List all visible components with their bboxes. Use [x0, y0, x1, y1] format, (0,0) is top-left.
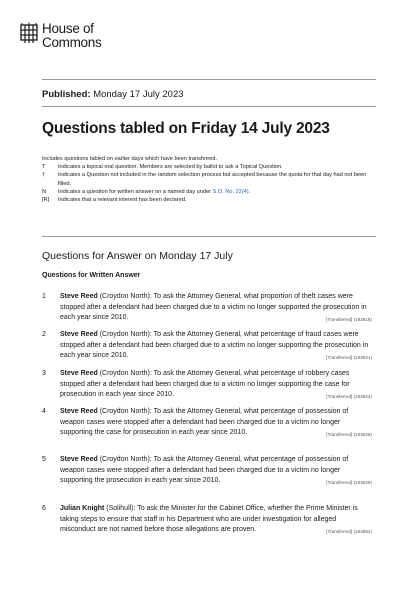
question-text: To ask the Attorney General, what percentage of possession of weapon cases were stopped after a defendant had been charged due to a victim no longer supporting the prosecution in each year since 2010.: [60, 456, 349, 485]
note-marker: T: [42, 164, 46, 171]
question-number: 2: [42, 331, 46, 338]
note-marker: N: [42, 188, 47, 195]
member-constituency: (Croydon North):: [97, 293, 154, 300]
question-reference: [Transferred] (193618): [326, 317, 372, 323]
question-reference: [Transferred] (193892): [326, 529, 372, 535]
member-name: Steve Reed: [60, 370, 98, 377]
note-marker: [R]: [42, 197, 50, 204]
note-item: [42, 188, 372, 196]
logo-line-1: House of: [42, 21, 94, 36]
portcullis-icon: [20, 22, 38, 44]
section-title: Questions for Answer on Monday 17 July: [42, 250, 233, 262]
question-number: 1: [42, 293, 46, 300]
question-number: 5: [42, 456, 46, 463]
published-divider: [42, 106, 376, 107]
logo-wordmark: [42, 22, 101, 50]
member-constituency: (Solihull):: [104, 505, 138, 512]
page-title: Questions tabled on Friday 14 July 2023: [42, 120, 330, 137]
notes-block: [42, 155, 372, 204]
question-text: To ask the Attorney General, what percentage of fraud cases were stopped after a defendant had been charged due to a victim no longer supporting the prosecution in each year since 2010.: [60, 331, 369, 360]
published-line: [42, 89, 184, 100]
member-name: Steve Reed: [60, 331, 98, 338]
question-reference: [Transferred] (193624): [326, 394, 372, 400]
member-constituency: (Croydon North):: [97, 331, 154, 338]
section-subtitle: Questions for Written Answer: [42, 272, 141, 279]
note-text: Indicates a topical oral question. Members are selected by ballot to ask a Topical Question.: [58, 164, 283, 171]
question-item: [42, 504, 372, 538]
member-constituency: (Croydon North):: [97, 370, 154, 377]
question-text: To ask the Minister for the Cabinet Office, whether the Prime Minister is taking steps to ensure that staff in his Department who are under investigation for alleged misconduct are not named before those allegations are proven.: [60, 505, 358, 534]
question-reference: [Transferred] (193626): [326, 432, 372, 438]
question-number: 3: [42, 370, 46, 377]
note-item: [42, 196, 372, 204]
question-reference: [Transferred] (193629): [326, 480, 372, 486]
published-date: Monday 17 July 2023: [93, 89, 184, 100]
member-constituency: (Croydon North):: [97, 408, 154, 415]
note-item: [42, 163, 372, 171]
question-text: To ask the Attorney General, what percentage of possession of weapon cases were stopped after a defendant had been charged due to a victim no longer supporting the case for prosecution in each year since 2010.: [60, 408, 349, 437]
question-reference: [Transferred] (193621): [326, 355, 372, 361]
question-item: [42, 407, 372, 441]
note-item: [42, 171, 372, 187]
note-text: Indicates a question for written answer on a named day under: [58, 188, 213, 195]
question-number: 6: [42, 505, 46, 512]
question-item: [42, 455, 372, 489]
question-text: To ask the Attorney General, what proportion of theft cases were stopped after a defendant had been charged due to a victim no longer supported the prosecution in each year since 2010.: [60, 293, 367, 322]
note-marker: †: [42, 172, 46, 179]
member-name: Steve Reed: [60, 293, 98, 300]
note-text-end: .: [248, 188, 251, 195]
note-text: Indicates a Question not included in the random selection process but accepted because the quota for that day had not been filled.: [58, 172, 367, 187]
section-divider: [42, 236, 376, 237]
top-divider: [42, 79, 376, 80]
note-text-with-link: [58, 188, 372, 196]
note-text: Indicates that a relevant interest has been declared.: [58, 197, 187, 204]
question-item: [42, 292, 372, 326]
house-of-commons-logo: [20, 22, 101, 50]
question-item: [42, 369, 372, 403]
logo-line-2: Commons: [42, 35, 102, 50]
notes-intro: Includes questions tabled on earlier days which have been transferred.: [42, 156, 218, 162]
member-name: Steve Reed: [60, 408, 98, 415]
member-name: Julian Knight: [60, 505, 105, 512]
published-label: Published:: [42, 89, 91, 100]
member-name: Steve Reed: [60, 456, 98, 463]
member-constituency: (Croydon North):: [97, 456, 154, 463]
question-item: [42, 330, 372, 364]
standing-order-link[interactable]: S.O. No. 22(4): [212, 188, 249, 195]
question-text: To ask the Attorney General, what percentage of robbery cases stopped after a defendant had been charged due to a victim no longer supporting the case for prosecution in each year since 2010.: [60, 370, 350, 399]
question-number: 4: [42, 408, 46, 415]
